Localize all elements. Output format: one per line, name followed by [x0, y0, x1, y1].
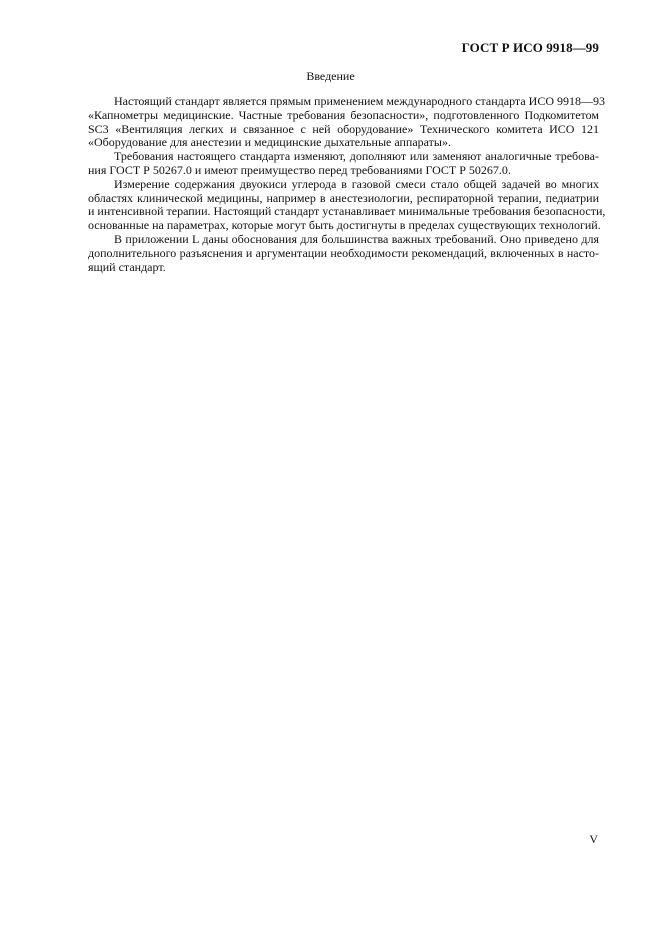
text-line: областях клинической медицины, например в анестезиологии, респираторной терапии, педиатрии	[88, 190, 599, 205]
text-line: «Оборудование для анестезии и медицинские дыхательные аппараты».	[88, 135, 451, 150]
text-line: основанные на параметрах, которые могут быть достигнуты в пределах существующих технологий.	[88, 218, 601, 233]
text-line: В приложении L даны обоснования для большинства важных требований. Оно приведено для	[114, 231, 599, 246]
text-line: и интенсивной терапии. Настоящий стандарт устанавливает минимальные требования безопасности,	[88, 204, 606, 219]
paragraph	[62, 150, 599, 178]
paragraph	[62, 176, 606, 233]
text-line: Требования настоящего стандарта изменяют, дополняют или заменяют аналогичные требова-	[114, 149, 599, 164]
document-code: ГОСТ Р ИСО 9918—99	[461, 40, 599, 55]
text-line: SC3 «Вентиляция легких и связанное с ней оборудование» Технического комитета ИСО 121	[88, 121, 599, 136]
text-line: дополнительного разъяснения и аргументации необходимости рекомендаций, включенных в насто-	[88, 245, 599, 260]
text-line: Настоящий стандарт является прямым применением международного стандарта ИСО 9918—93	[114, 94, 605, 108]
section-title: Введение	[306, 69, 355, 83]
text-line: ния ГОСТ Р 50267.0 и имеют преимущество перед требованиями ГОСТ Р 50267.0.	[88, 162, 511, 177]
text-line: ящий стандарт.	[88, 259, 166, 274]
text-line: «Капнометры медицинские. Частные требования безопасности», подготовленного Подкомитетом	[88, 107, 599, 122]
paragraph	[62, 233, 599, 274]
page-number: V	[589, 832, 598, 846]
body-text	[62, 94, 606, 274]
text-line: Измерение содержания двуокиси углерода в газовой смеси стало общей задачей во многих	[114, 176, 599, 191]
paragraph	[62, 94, 605, 150]
